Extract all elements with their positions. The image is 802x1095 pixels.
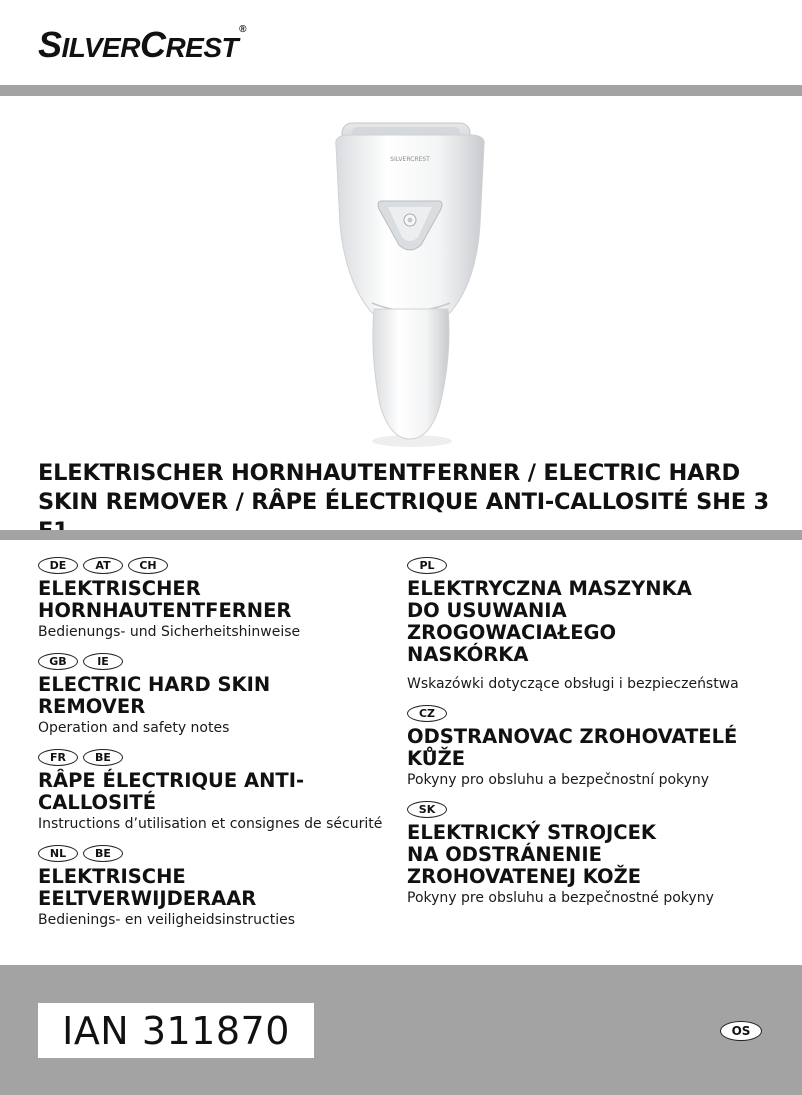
country-badges: [38, 555, 398, 576]
lang-title-cz: ODSTRANOVAC ZROHOVATELÉ KŮŽE: [407, 725, 738, 770]
lang-subtitle-fr: Instructions d’utilisation et consignes de sécurité: [38, 816, 383, 832]
lang-block-nl: [38, 843, 398, 929]
country-badges: [407, 799, 787, 820]
country-badges: [38, 843, 398, 864]
top-divider-bar: [0, 85, 802, 96]
device-label: SILVERCREST: [390, 156, 430, 163]
ian-number: IAN 311870: [38, 1003, 314, 1058]
country-badge-pl: PL: [407, 557, 447, 574]
main-title: ELEKTRISCHER HORNHAUTENTFERNER / ELECTRIC HARD SKIN REMOVER / RÂPE ÉLECTRIQUE ANTI-CALLOSITÉ SHE 3: [38, 460, 769, 515]
lang-block-sk: [407, 799, 787, 907]
country-badge-be: BE: [83, 749, 123, 766]
country-badges: [407, 555, 787, 576]
country-badge-ch: CH: [128, 557, 168, 574]
brand-logo-s: S: [38, 24, 62, 65]
middle-divider-bar: [0, 530, 802, 540]
lang-subtitle-de: Bedienungs- und Sicherheitshinweise: [38, 624, 301, 640]
product-image: [320, 105, 500, 455]
lang-title-gb: ELECTRIC HARD SKIN REMOVER: [38, 673, 271, 718]
brand-logo-c: C: [139, 24, 166, 65]
lang-block-de: [38, 555, 398, 641]
lang-title-pl: ELEKTRYCZNA MASZYNKA DO USUWANIA ZROGOWACIAŁEGO NASKÓRKA: [407, 577, 692, 666]
left-language-column: [38, 555, 398, 929]
right-language-column: [407, 555, 787, 907]
lang-block-cz: [407, 703, 787, 789]
country-badge-at: AT: [83, 557, 123, 574]
lang-title-nl: ELEKTRISCHE EELTVERWIJDERAAR: [38, 865, 257, 910]
country-badge-de: DE: [38, 557, 78, 574]
lang-subtitle-cz: Pokyny pro obsluhu a bezpečnostní pokyny: [407, 772, 710, 788]
brand-logo-ilver: ILVER: [61, 32, 140, 63]
registered-mark: ®: [239, 24, 246, 35]
lang-subtitle-gb: Operation and safety notes: [38, 720, 230, 736]
country-badge-cz: CZ: [407, 705, 447, 722]
brand-logo-rest: REST: [165, 32, 239, 63]
lang-title-sk: ELEKTRICKÝ STROJCEK NA ODSTRÁNENIE ZROHOVATENEJ KOŽE: [407, 821, 657, 888]
brand-logo: [38, 24, 246, 66]
lang-block-pl: [407, 555, 787, 693]
lang-subtitle-pl: Wskazówki dotyczące obsługi i bezpieczeństwa: [407, 676, 739, 692]
lang-title-fr: RÂPE ÉLECTRIQUE ANTI- CALLOSITÉ: [38, 769, 305, 814]
lang-block-gb: [38, 651, 398, 737]
country-badge-nl: NL: [38, 845, 78, 862]
country-badges: [38, 747, 398, 768]
country-badge-sk: SK: [407, 801, 447, 818]
country-badge-fr: FR: [38, 749, 78, 766]
country-badge-ie: IE: [83, 653, 123, 670]
country-badges: [407, 703, 787, 724]
lang-subtitle-sk: Pokyny pre obsluhu a bezpečnostné pokyny: [407, 890, 714, 906]
lang-subtitle-nl: Bedienings- en veiligheidsinstructies: [38, 912, 296, 928]
country-badges: [38, 651, 398, 672]
country-badge-gb: GB: [38, 653, 78, 670]
lang-title-de: ELEKTRISCHER HORNHAUTENTFERNER: [38, 577, 292, 622]
country-badge-be: BE: [83, 845, 123, 862]
lang-block-fr: [38, 747, 398, 833]
os-badge: OS: [720, 1021, 762, 1041]
